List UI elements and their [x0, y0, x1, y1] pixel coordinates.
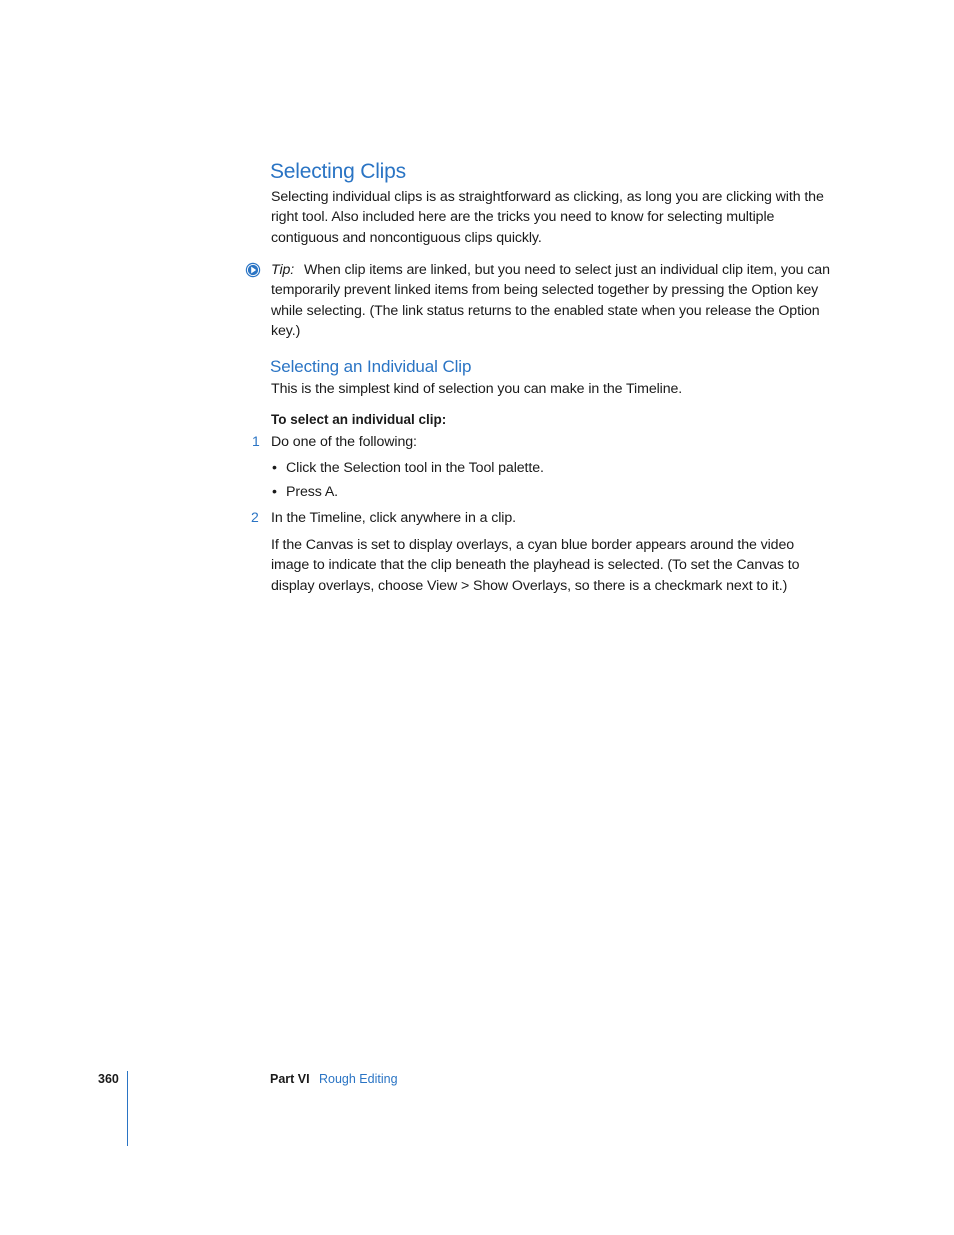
subsection-intro: This is the simplest kind of selection you can make in the Timeline.	[271, 381, 683, 397]
tip-text: When clip items are linked, but you need to select just an individual clip item, you can temporarily prevent linked items from being selected together by pressing the Option key while selecting. (The link status returns to the enabled state when you release the Option key.)	[271, 262, 830, 340]
step-number: 1	[252, 433, 260, 449]
bullet-text: Click the Selection tool in the Tool palette.	[286, 460, 544, 476]
step-text: In the Timeline, click anywhere in a clip.	[271, 510, 516, 526]
bullet-icon: •	[272, 460, 277, 476]
list-item	[272, 458, 544, 478]
step-text: Do one of the following:	[271, 434, 417, 450]
footer-divider	[127, 1071, 128, 1146]
subsection-title: Selecting an Individual Clip	[270, 357, 472, 376]
footer-part-label: Part VI	[270, 1072, 310, 1086]
tip-note	[271, 260, 831, 342]
procedure-title: To select an individual clip:	[271, 412, 447, 427]
tip-arrow-icon	[245, 262, 261, 278]
bullet-text: Press A.	[286, 484, 339, 500]
section-title: Selecting Clips	[270, 160, 406, 183]
followup-paragraph: If the Canvas is set to display overlays, a cyan blue border appears around the video image to indicate that the clip beneath the playhead is selected. (To set the Canvas to display overlays, choose View > Show Overlays, so there is a checkmark next to it.)	[271, 537, 800, 594]
tip-label: Tip:	[271, 262, 295, 278]
step-number: 2	[251, 509, 259, 525]
section-intro: Selecting individual clips is as straightforward as clicking, as long you are clicking with the right tool. Also included here are the tricks you need to know for selecting multiple contiguous and noncontiguous clips quickly.	[271, 189, 824, 246]
bullet-icon: •	[272, 484, 277, 500]
footer-chapter-label: Rough Editing	[319, 1072, 398, 1086]
page-number: 360	[98, 1072, 119, 1086]
list-item	[272, 482, 338, 502]
